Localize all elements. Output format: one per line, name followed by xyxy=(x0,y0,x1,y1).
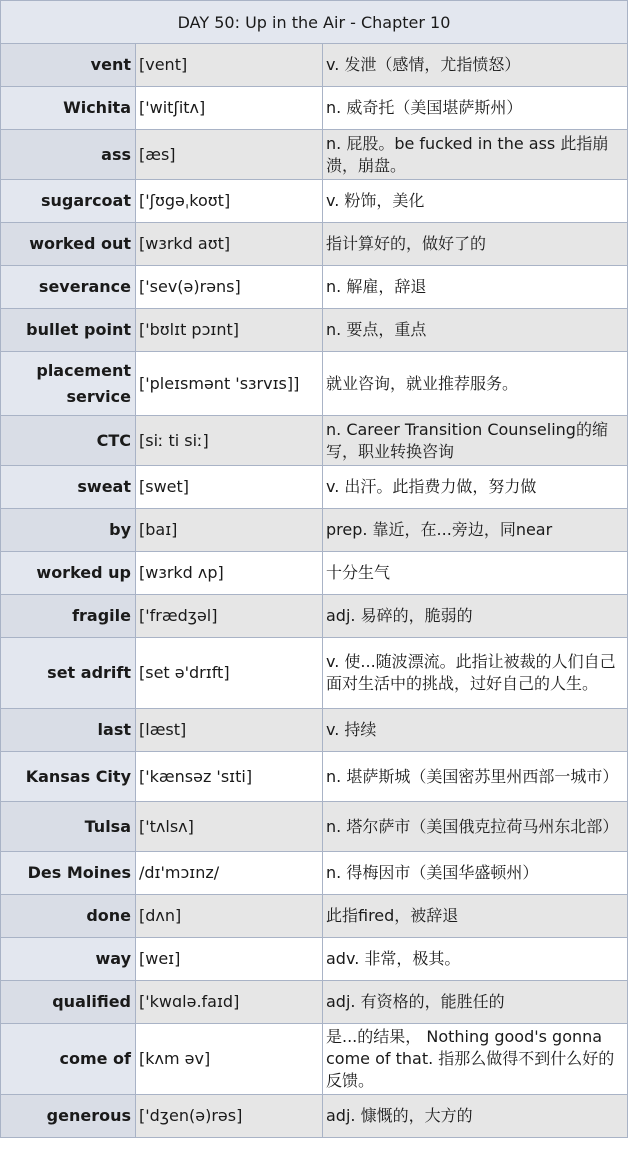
vocab-definition: adj. 易碎的，脆弱的 xyxy=(323,595,628,638)
vocab-pronunciation: ['frædʒəl] xyxy=(136,595,323,638)
vocab-definition: v. 使...随波漂流。此指让被裁的人们自己面对生活中的挑战，过好自己的人生。 xyxy=(323,638,628,709)
vocab-definition: 是...的结果， Nothing good's gonna come of that. 指那么做得不到什么好的反馈。 xyxy=(323,1024,628,1095)
table-row xyxy=(1,852,628,895)
vocab-definition: v. 粉饰，美化 xyxy=(323,180,628,223)
vocab-pronunciation: ['dʒen(ə)rəs] xyxy=(136,1095,323,1138)
table-row xyxy=(1,130,628,180)
vocab-pronunciation: [læst] xyxy=(136,709,323,752)
vocab-word: fragile xyxy=(1,595,136,638)
vocab-word: generous xyxy=(1,1095,136,1138)
vocab-definition: n. 要点，重点 xyxy=(323,309,628,352)
vocab-pronunciation: [vent] xyxy=(136,44,323,87)
vocab-word: worked out xyxy=(1,223,136,266)
table-row xyxy=(1,309,628,352)
table-row xyxy=(1,802,628,852)
table-row xyxy=(1,44,628,87)
vocab-pronunciation: ['witʃitʌ] xyxy=(136,87,323,130)
vocab-pronunciation: ['kwɑlə.faɪd] xyxy=(136,981,323,1024)
vocabulary-rows xyxy=(1,44,628,1138)
vocab-word: ass xyxy=(1,130,136,180)
vocab-word: Tulsa xyxy=(1,802,136,852)
vocab-pronunciation: ['kænsəz 'sɪti] xyxy=(136,752,323,802)
vocab-definition: prep. 靠近，在...旁边，同near xyxy=(323,509,628,552)
vocab-pronunciation: ['ʃʊgəˌkoʊt] xyxy=(136,180,323,223)
vocab-pronunciation: [swet] xyxy=(136,466,323,509)
vocab-word: way xyxy=(1,938,136,981)
vocab-pronunciation: [baɪ] xyxy=(136,509,323,552)
vocab-definition: n. 堪萨斯城（美国密苏里州西部一城市） xyxy=(323,752,628,802)
vocab-definition: adv. 非常，极其。 xyxy=(323,938,628,981)
table-row xyxy=(1,352,628,416)
vocab-word: Des Moines xyxy=(1,852,136,895)
vocab-pronunciation: ['tʌlsʌ] xyxy=(136,802,323,852)
vocab-pronunciation: [weɪ] xyxy=(136,938,323,981)
vocab-definition: adj. 有资格的，能胜任的 xyxy=(323,981,628,1024)
vocab-pronunciation: [siː ti siː] xyxy=(136,416,323,466)
vocab-word: done xyxy=(1,895,136,938)
vocab-pronunciation: /dɪ'mɔɪnz/ xyxy=(136,852,323,895)
vocab-word: last xyxy=(1,709,136,752)
vocab-definition: 就业咨询，就业推荐服务。 xyxy=(323,352,628,416)
title-row xyxy=(1,1,628,44)
vocab-definition: v. 出汗。此指费力做，努力做 xyxy=(323,466,628,509)
vocab-word: sweat xyxy=(1,466,136,509)
table-row xyxy=(1,752,628,802)
table-row xyxy=(1,595,628,638)
table-row xyxy=(1,638,628,709)
vocab-pronunciation: [æs] xyxy=(136,130,323,180)
vocab-word: severance xyxy=(1,266,136,309)
table-row xyxy=(1,266,628,309)
vocab-pronunciation: [dʌn] xyxy=(136,895,323,938)
vocab-definition: 此指fired，被辞退 xyxy=(323,895,628,938)
vocab-word: qualified xyxy=(1,981,136,1024)
vocab-definition: n. 威奇托（美国堪萨斯州） xyxy=(323,87,628,130)
vocab-pronunciation: [wɜrkd ʌp] xyxy=(136,552,323,595)
vocab-definition: n. 解雇，辞退 xyxy=(323,266,628,309)
vocab-pronunciation: ['sev(ə)rəns] xyxy=(136,266,323,309)
vocab-word: set adrift xyxy=(1,638,136,709)
vocab-definition: adj. 慷慨的，大方的 xyxy=(323,1095,628,1138)
vocab-definition: 十分生气 xyxy=(323,552,628,595)
vocab-word: Kansas City xyxy=(1,752,136,802)
table-row xyxy=(1,1024,628,1095)
vocab-pronunciation: [kʌm əv] xyxy=(136,1024,323,1095)
vocab-pronunciation: [set ə'drɪft] xyxy=(136,638,323,709)
table-row xyxy=(1,466,628,509)
vocab-pronunciation: ['pleɪsmənt 'sɜrvɪs]] xyxy=(136,352,323,416)
table-title: DAY 50: Up in the Air - Chapter 10 xyxy=(1,1,628,44)
vocab-definition: 指计算好的，做好了的 xyxy=(323,223,628,266)
vocab-word: by xyxy=(1,509,136,552)
table-row xyxy=(1,509,628,552)
vocab-definition: n. Career Transition Counseling的缩写，职业转换咨询 xyxy=(323,416,628,466)
table-row xyxy=(1,223,628,266)
vocab-word: Wichita xyxy=(1,87,136,130)
vocab-definition: n. 屁股。be fucked in the ass 此指崩溃，崩盘。 xyxy=(323,130,628,180)
table-row xyxy=(1,552,628,595)
vocab-word: worked up xyxy=(1,552,136,595)
vocab-definition: n. 得梅因市（美国华盛顿州） xyxy=(323,852,628,895)
vocab-word: sugarcoat xyxy=(1,180,136,223)
vocab-definition: v. 持续 xyxy=(323,709,628,752)
table-row xyxy=(1,1095,628,1138)
table-row xyxy=(1,895,628,938)
table-row xyxy=(1,180,628,223)
vocab-word: bullet point xyxy=(1,309,136,352)
table-row xyxy=(1,709,628,752)
vocab-word: placement service xyxy=(1,352,136,416)
vocab-word: vent xyxy=(1,44,136,87)
vocab-pronunciation: ['bʊlɪt pɔɪnt] xyxy=(136,309,323,352)
vocab-definition: v. 发泄（感情，尤指愤怒） xyxy=(323,44,628,87)
vocab-pronunciation: [wɜrkd aʊt] xyxy=(136,223,323,266)
vocab-word: CTC xyxy=(1,416,136,466)
table-row xyxy=(1,416,628,466)
vocab-word: come of xyxy=(1,1024,136,1095)
table-row xyxy=(1,938,628,981)
table-row xyxy=(1,981,628,1024)
vocab-definition: n. 塔尔萨市（美国俄克拉荷马州东北部） xyxy=(323,802,628,852)
table-row xyxy=(1,87,628,130)
